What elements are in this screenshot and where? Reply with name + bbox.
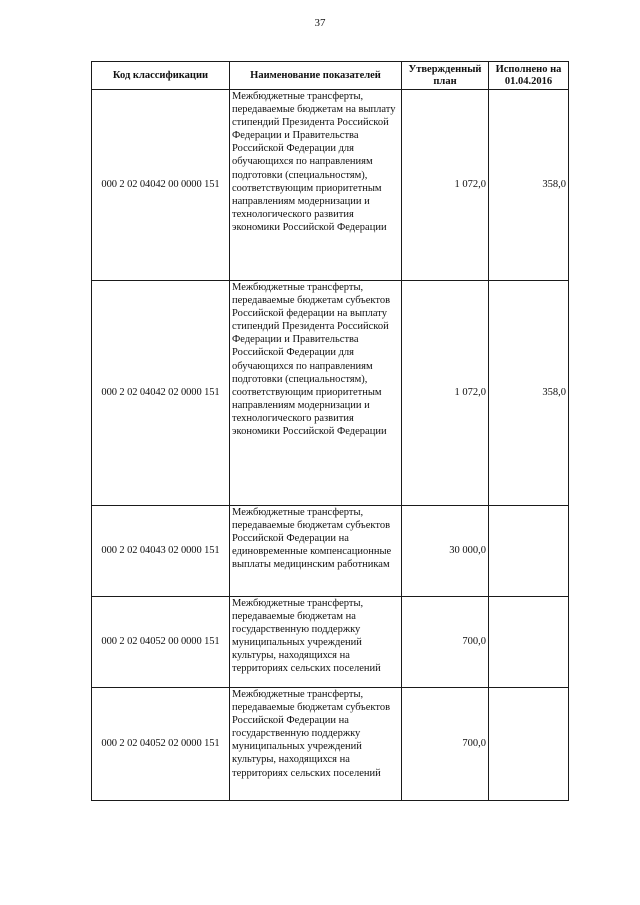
header-code: Код классификации [92, 62, 230, 90]
indicator-name: Межбюджетные трансферты, передаваемые бюджетам субъектов Российской Федерации на государственную поддержку муниципальных учреждений культуры, находящихся на территориях сельских поселений [230, 688, 402, 801]
indicator-name: Межбюджетные трансферты, передаваемые бюджетам субъектов Российской федерации на выплату стипендий Президента Российской Федерации и Правительства Российской Федерации для обучающихся по направлениям подготовки (специальностям), соответствующим приоритетным направлениям модернизации и технологического развития экономики Российской Федерации [230, 281, 402, 506]
table-row [92, 506, 569, 597]
indicator-name: Межбюджетные трансферты, передаваемые бюджетам на выплату стипендий Президента Российской Федерации и Правительства Российской Федерации для обучающихся по направлениям подготовки (специальностям), соответствующим приоритетным направлениям модернизации и технологического развития экономики Российской Федерации [230, 90, 402, 281]
table-row [92, 597, 569, 688]
table-row [92, 688, 569, 801]
executed-value: 358,0 [489, 281, 569, 506]
indicator-name: Межбюджетные трансферты, передаваемые бюджетам на государственную поддержку муниципальных учреждений культуры, находящихся на территориях сельских поселений [230, 597, 402, 688]
executed-value: 358,0 [489, 90, 569, 281]
executed-value [489, 506, 569, 597]
executed-value [489, 597, 569, 688]
header-name: Наименование показателей [230, 62, 402, 90]
table-row [92, 281, 569, 506]
indicator-name: Межбюджетные трансферты, передаваемые бюджетам субъектов Российской Федерации на единовременные компенсационные выплаты медицинским работникам [230, 506, 402, 597]
classification-code: 000 2 02 04052 02 0000 151 [92, 688, 230, 801]
page-number: 37 [314, 17, 326, 29]
classification-code: 000 2 02 04042 02 0000 151 [92, 281, 230, 506]
approved-plan-value: 700,0 [402, 688, 489, 801]
table-row [92, 90, 569, 281]
classification-code: 000 2 02 04043 02 0000 151 [92, 506, 230, 597]
approved-plan-value: 1 072,0 [402, 281, 489, 506]
header-approved: Утвержденный план [402, 62, 489, 90]
approved-plan-value: 700,0 [402, 597, 489, 688]
header-executed: Исполнено на 01.04.2016 [489, 62, 569, 90]
approved-plan-value: 30 000,0 [402, 506, 489, 597]
table-header-row [92, 62, 569, 90]
classification-code: 000 2 02 04052 00 0000 151 [92, 597, 230, 688]
executed-value [489, 688, 569, 801]
approved-plan-value: 1 072,0 [402, 90, 489, 281]
budget-table [91, 61, 569, 801]
classification-code: 000 2 02 04042 00 0000 151 [92, 90, 230, 281]
